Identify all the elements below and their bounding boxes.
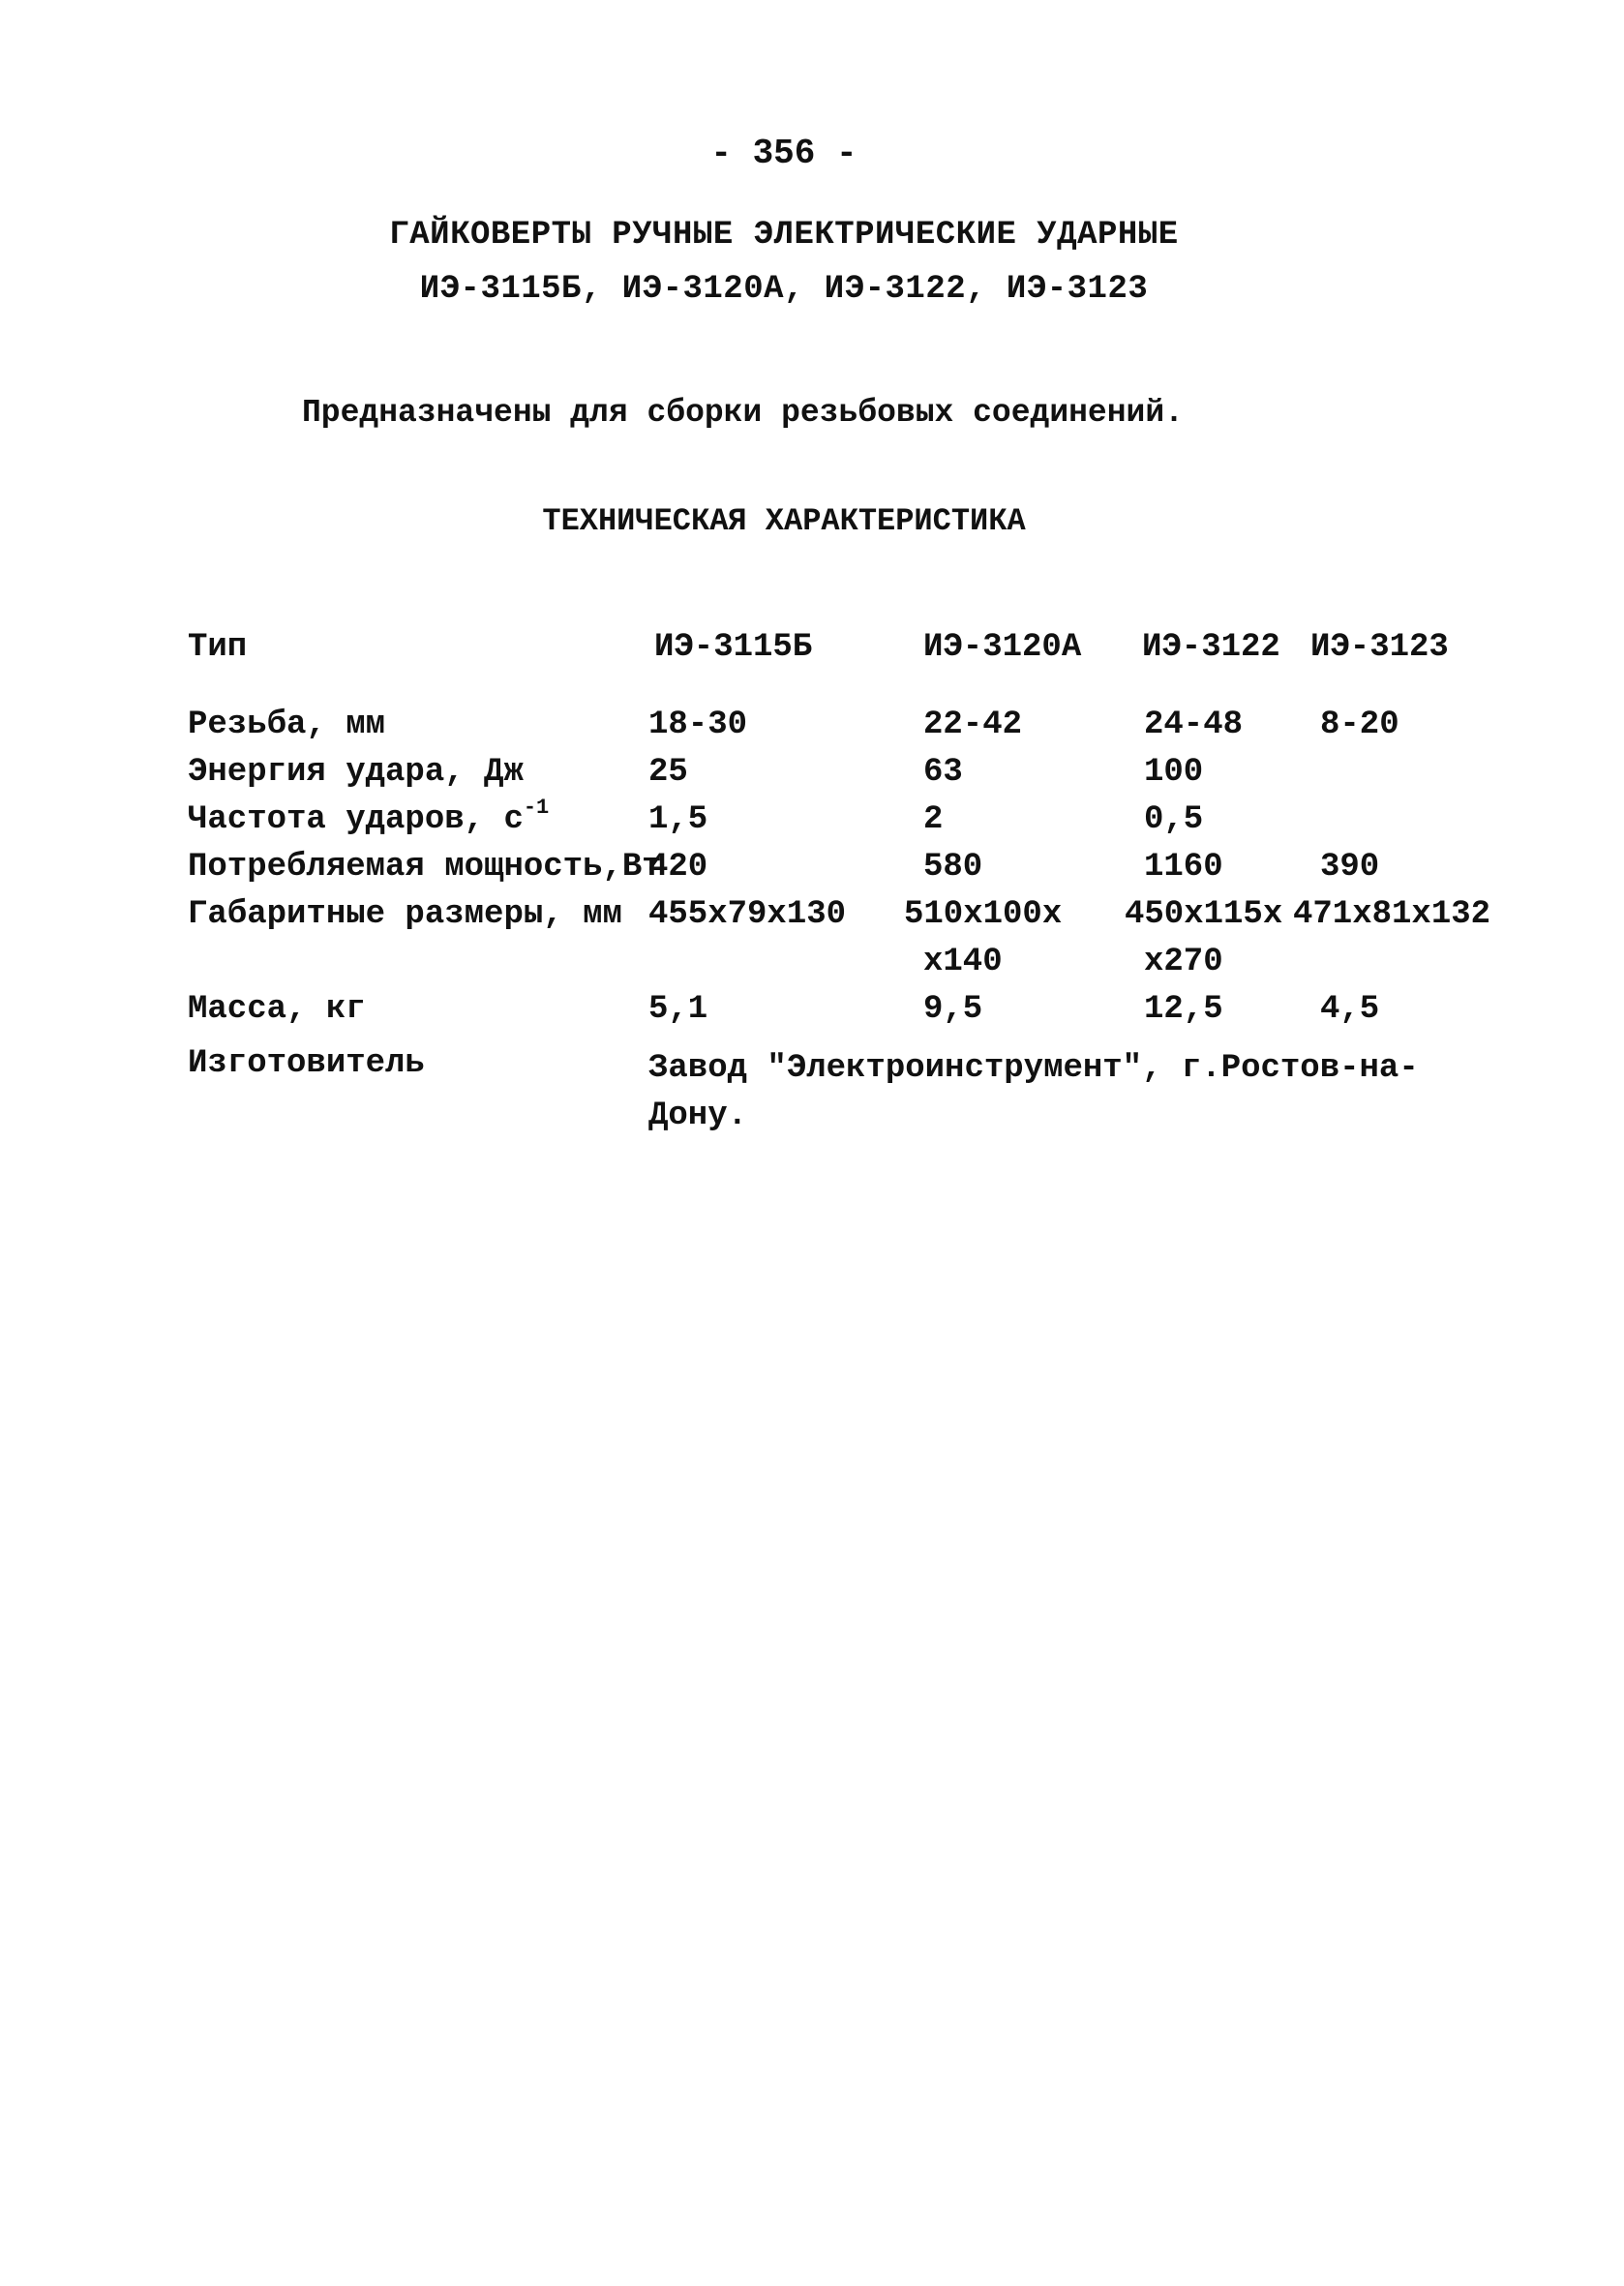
table-cell: 4,5 — [1320, 991, 1380, 1028]
model-header: ИЭ-3115Б — [654, 629, 813, 666]
table-row — [188, 707, 1485, 754]
table-cell: x140 — [923, 944, 1003, 980]
table-cell: 420 — [648, 849, 708, 886]
page-number: - 356 - — [710, 134, 857, 173]
table-row — [188, 849, 1485, 896]
table-row — [188, 754, 1485, 801]
table-row — [188, 944, 1485, 991]
table-cell: 9,5 — [923, 991, 983, 1028]
table-cell: 8-20 — [1320, 707, 1399, 743]
energy-label: Энергия удара, Дж — [188, 754, 524, 791]
section-title: ТЕХНИЧЕСКАЯ ХАРАКТЕРИСТИКА — [542, 503, 1026, 539]
table-cell: 455x79x130 — [648, 896, 847, 933]
type-label: Тип — [188, 629, 248, 666]
spec-table — [188, 629, 1491, 1152]
table-cell: 510x100x — [904, 896, 1063, 933]
table-cell: 1160 — [1144, 849, 1223, 886]
table-cell: 25 — [648, 754, 688, 791]
dimensions-label: Габаритные размеры, мм — [188, 896, 622, 933]
table-row — [188, 991, 1485, 1045]
table-header-row — [188, 629, 1485, 707]
table-cell: 100 — [1144, 754, 1204, 791]
table-cell: 18-30 — [648, 707, 748, 743]
model-list-title: ИЭ-3115Б, ИЭ-3120А, ИЭ-3122, ИЭ-3123 — [419, 271, 1149, 308]
table-cell: 450x115x — [1125, 896, 1283, 933]
maker-label: Изготовитель — [188, 1045, 425, 1082]
document-title: ГАЙКОВЕРТЫ РУЧНЫЕ ЭЛЕКТРИЧЕСКИЕ УДАРНЫЕ — [389, 217, 1179, 254]
table-cell: 580 — [923, 849, 983, 886]
model-header: ИЭ-3122 — [1142, 629, 1280, 666]
mass-label: Масса, кг — [188, 991, 366, 1028]
purpose-text: Предназначены для сборки резьбовых соединений. — [302, 395, 1184, 431]
table-cell: x270 — [1144, 944, 1223, 980]
table-cell: 2 — [923, 801, 944, 838]
table-cell: 24-48 — [1144, 707, 1244, 743]
table-cell: 63 — [923, 754, 963, 791]
table-cell: 0,5 — [1144, 801, 1204, 838]
table-row — [188, 1045, 1485, 1152]
table-cell: 5,1 — [648, 991, 708, 1028]
table-cell: 1,5 — [648, 801, 708, 838]
table-cell: 390 — [1320, 849, 1380, 886]
model-header: ИЭ-3120А — [923, 629, 1082, 666]
thread-label: Резьба, мм — [188, 707, 386, 743]
table-row — [188, 796, 1485, 849]
frequency-exponent: -1 — [523, 796, 550, 820]
maker-value: Завод "Электроинструмент", г.Ростов-на-Дону. — [648, 1050, 1419, 1134]
table-row — [188, 896, 1491, 944]
model-header: ИЭ-3123 — [1310, 629, 1449, 666]
power-label: Потребляемая мощность,Вт — [188, 849, 662, 886]
table-cell: 471x81x132 — [1293, 896, 1491, 933]
frequency-label-text: Частота ударов, с — [188, 801, 524, 838]
frequency-label — [188, 796, 550, 838]
table-cell: 12,5 — [1144, 991, 1223, 1028]
table-cell: 22-42 — [923, 707, 1023, 743]
